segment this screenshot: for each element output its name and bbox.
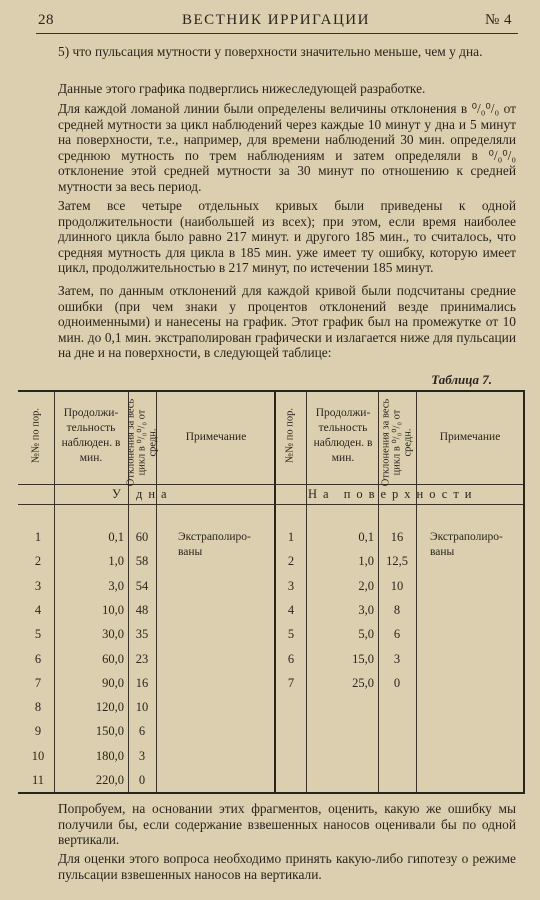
table-cell: 4: [34, 602, 42, 617]
section-surface-label: На поверхности: [308, 487, 478, 501]
table-cell: 48: [135, 602, 149, 617]
table-cell: 3: [287, 578, 295, 593]
paragraph-3: Для каждой ломаной линии были определены величины отклонения в ⁰/₀⁰/₀ от средней мутности за цикл наблюдений через каждые 10 минут у дна и 5 минут на поверхности, т.е., например, для времени наблюдений 30 мин. определяли среднюю мутность по трем наблюдениям и затем определяли в ⁰/₀⁰/₀ отклонение этой средней мутности за 30 минут по отношению к средней мутности за весь период.: [58, 101, 516, 194]
paragraph-6: Попробуем, на основании этих фрагментов, оценить, какую же ошибку мы получили бы, если содержание взвешенных наносов оценивали бы по одной вертикали.: [58, 801, 516, 848]
col-note-header-right: Примечание: [439, 431, 501, 443]
table-header-rule: [18, 484, 523, 485]
table-cell: 23: [135, 651, 149, 666]
table-section-rule: [18, 504, 523, 505]
table-cell: 120,0: [95, 700, 124, 715]
col-deviation-header-right: Отклонения за весь цикл в ⁰/₀⁰/₀ от средн.: [380, 398, 414, 487]
table-cell: 35: [135, 627, 149, 642]
table-cell: 5: [287, 627, 295, 642]
paragraph-2: Данные этого графика подверглись нижеследующей разработке.: [58, 81, 426, 96]
col-note-header: Примечание: [185, 431, 247, 443]
table-divider: [416, 392, 417, 792]
table-divider: [306, 392, 307, 792]
col-duration-header: Продолжи-тельность наблюден. в мин.: [61, 407, 121, 464]
header-rule: [36, 33, 518, 34]
table-cell: 7: [34, 675, 42, 690]
paragraph-7: Для оценки этого вопроса необходимо принять какую-либо гипотезу о режиме пульсации взвешенных наносов на вертикали.: [58, 851, 516, 882]
table-cell: 6: [138, 724, 146, 739]
table-cell: 16: [135, 675, 149, 690]
table-cell: 90,0: [102, 675, 124, 690]
table-cell: 15,0: [352, 651, 374, 666]
page-header: [38, 8, 514, 32]
table-cell: 10: [135, 700, 149, 715]
table-cell: 58: [135, 554, 149, 569]
table-cell: 1: [287, 530, 295, 544]
section-bottom-label: У дна: [112, 487, 173, 501]
table-cell: 0,1: [108, 530, 124, 544]
table-cell: 3: [138, 748, 146, 763]
table-cell: 6: [34, 651, 42, 666]
table-cell: 60,0: [102, 651, 124, 666]
table-cell: 3: [34, 578, 42, 593]
table-cell: 25,0: [352, 675, 374, 690]
table-cell: 220,0: [95, 773, 124, 787]
table-cell: 2: [34, 554, 42, 569]
paragraph-4: Затем все четыре отдельных кривых были приведены к одной продолжительности (наибольшей из всех); при этом, если время наиболее длинного цикла было равно 217 минут. и другого 185 мин., то считалось, что средняя мутность для цикла в 185 мин. уже имеет ту ошибку, которую имеет цикл, продолжительностью в 217 минут, по истечении 185 минут.: [58, 198, 516, 276]
table-cell: 1,0: [108, 554, 124, 569]
table-divider: [54, 392, 55, 792]
table-cell: 0: [138, 773, 146, 787]
page-number: 28: [38, 12, 54, 28]
table-cell: 0,1: [358, 530, 374, 544]
table-cell: 10,0: [102, 602, 124, 617]
table-cell: 6: [287, 651, 295, 666]
table-cell: 2,0: [358, 578, 374, 593]
table-cell: 60: [135, 530, 149, 544]
col-number-header: №№ по пор.: [30, 408, 42, 463]
col-number-header-right: №№ по пор.: [284, 408, 296, 463]
paragraph-1: 5) что пульсация мутности у поверхности значительно меньше, чем у дна.: [58, 44, 483, 59]
bottom-note: Экстраполиро-ваны: [178, 531, 251, 558]
col-duration-header-right: Продолжи-тельность наблюден. в мин.: [313, 407, 373, 464]
table-cell: 1,0: [358, 554, 374, 569]
table-cell: 6: [393, 627, 401, 642]
paragraph-5: Затем, по данным отклонений для каждой кривой были подсчитаны средние ошибки (при чем знаки у процентов отклонений везде принимались одноименными) и нанесены на график. Этот график был на промежутке от 10 мин. до 0,1 мин. экстраполирован графически и излагается ниже для пульсации на дне и на поверхности, в следующей таблице:: [58, 283, 516, 361]
table-cell: 10: [31, 748, 45, 763]
table-cell: 9: [34, 724, 42, 739]
table-cell: 8: [393, 602, 401, 617]
table-cell: 16: [390, 530, 404, 544]
table-cell: 54: [135, 578, 149, 593]
issue-number: № 4: [484, 12, 512, 28]
table-cell: 150,0: [95, 724, 124, 739]
table-cell: 2: [287, 554, 295, 569]
table-cell: 5,0: [358, 627, 374, 642]
table-cell: 3,0: [108, 578, 124, 593]
table-cell: 30,0: [102, 627, 124, 642]
table-cell: 180,0: [95, 748, 124, 763]
journal-title: ВЕСТНИК ИРРИГАЦИИ: [182, 12, 370, 28]
table-cell: 5: [34, 627, 42, 642]
col-deviation-header: Отклонения за весь цикл в ⁰/₀⁰/₀ от средн.: [125, 398, 159, 487]
table-cell: 3: [393, 651, 401, 666]
table-caption: Таблица 7.: [431, 372, 492, 387]
table-cell: 3,0: [358, 602, 374, 617]
table-cell: 10: [390, 578, 404, 593]
table-cell: 12,5: [386, 554, 408, 569]
data-table: [18, 390, 525, 794]
table-cell: 7: [287, 675, 295, 690]
table-cell: 1: [34, 530, 42, 544]
table-cell: 4: [287, 602, 295, 617]
table-cell: 0: [393, 675, 401, 690]
surface-note: Экстраполиро-ваны: [430, 531, 503, 558]
table-cell: 8: [34, 700, 42, 715]
table-cell: 11: [31, 773, 45, 787]
